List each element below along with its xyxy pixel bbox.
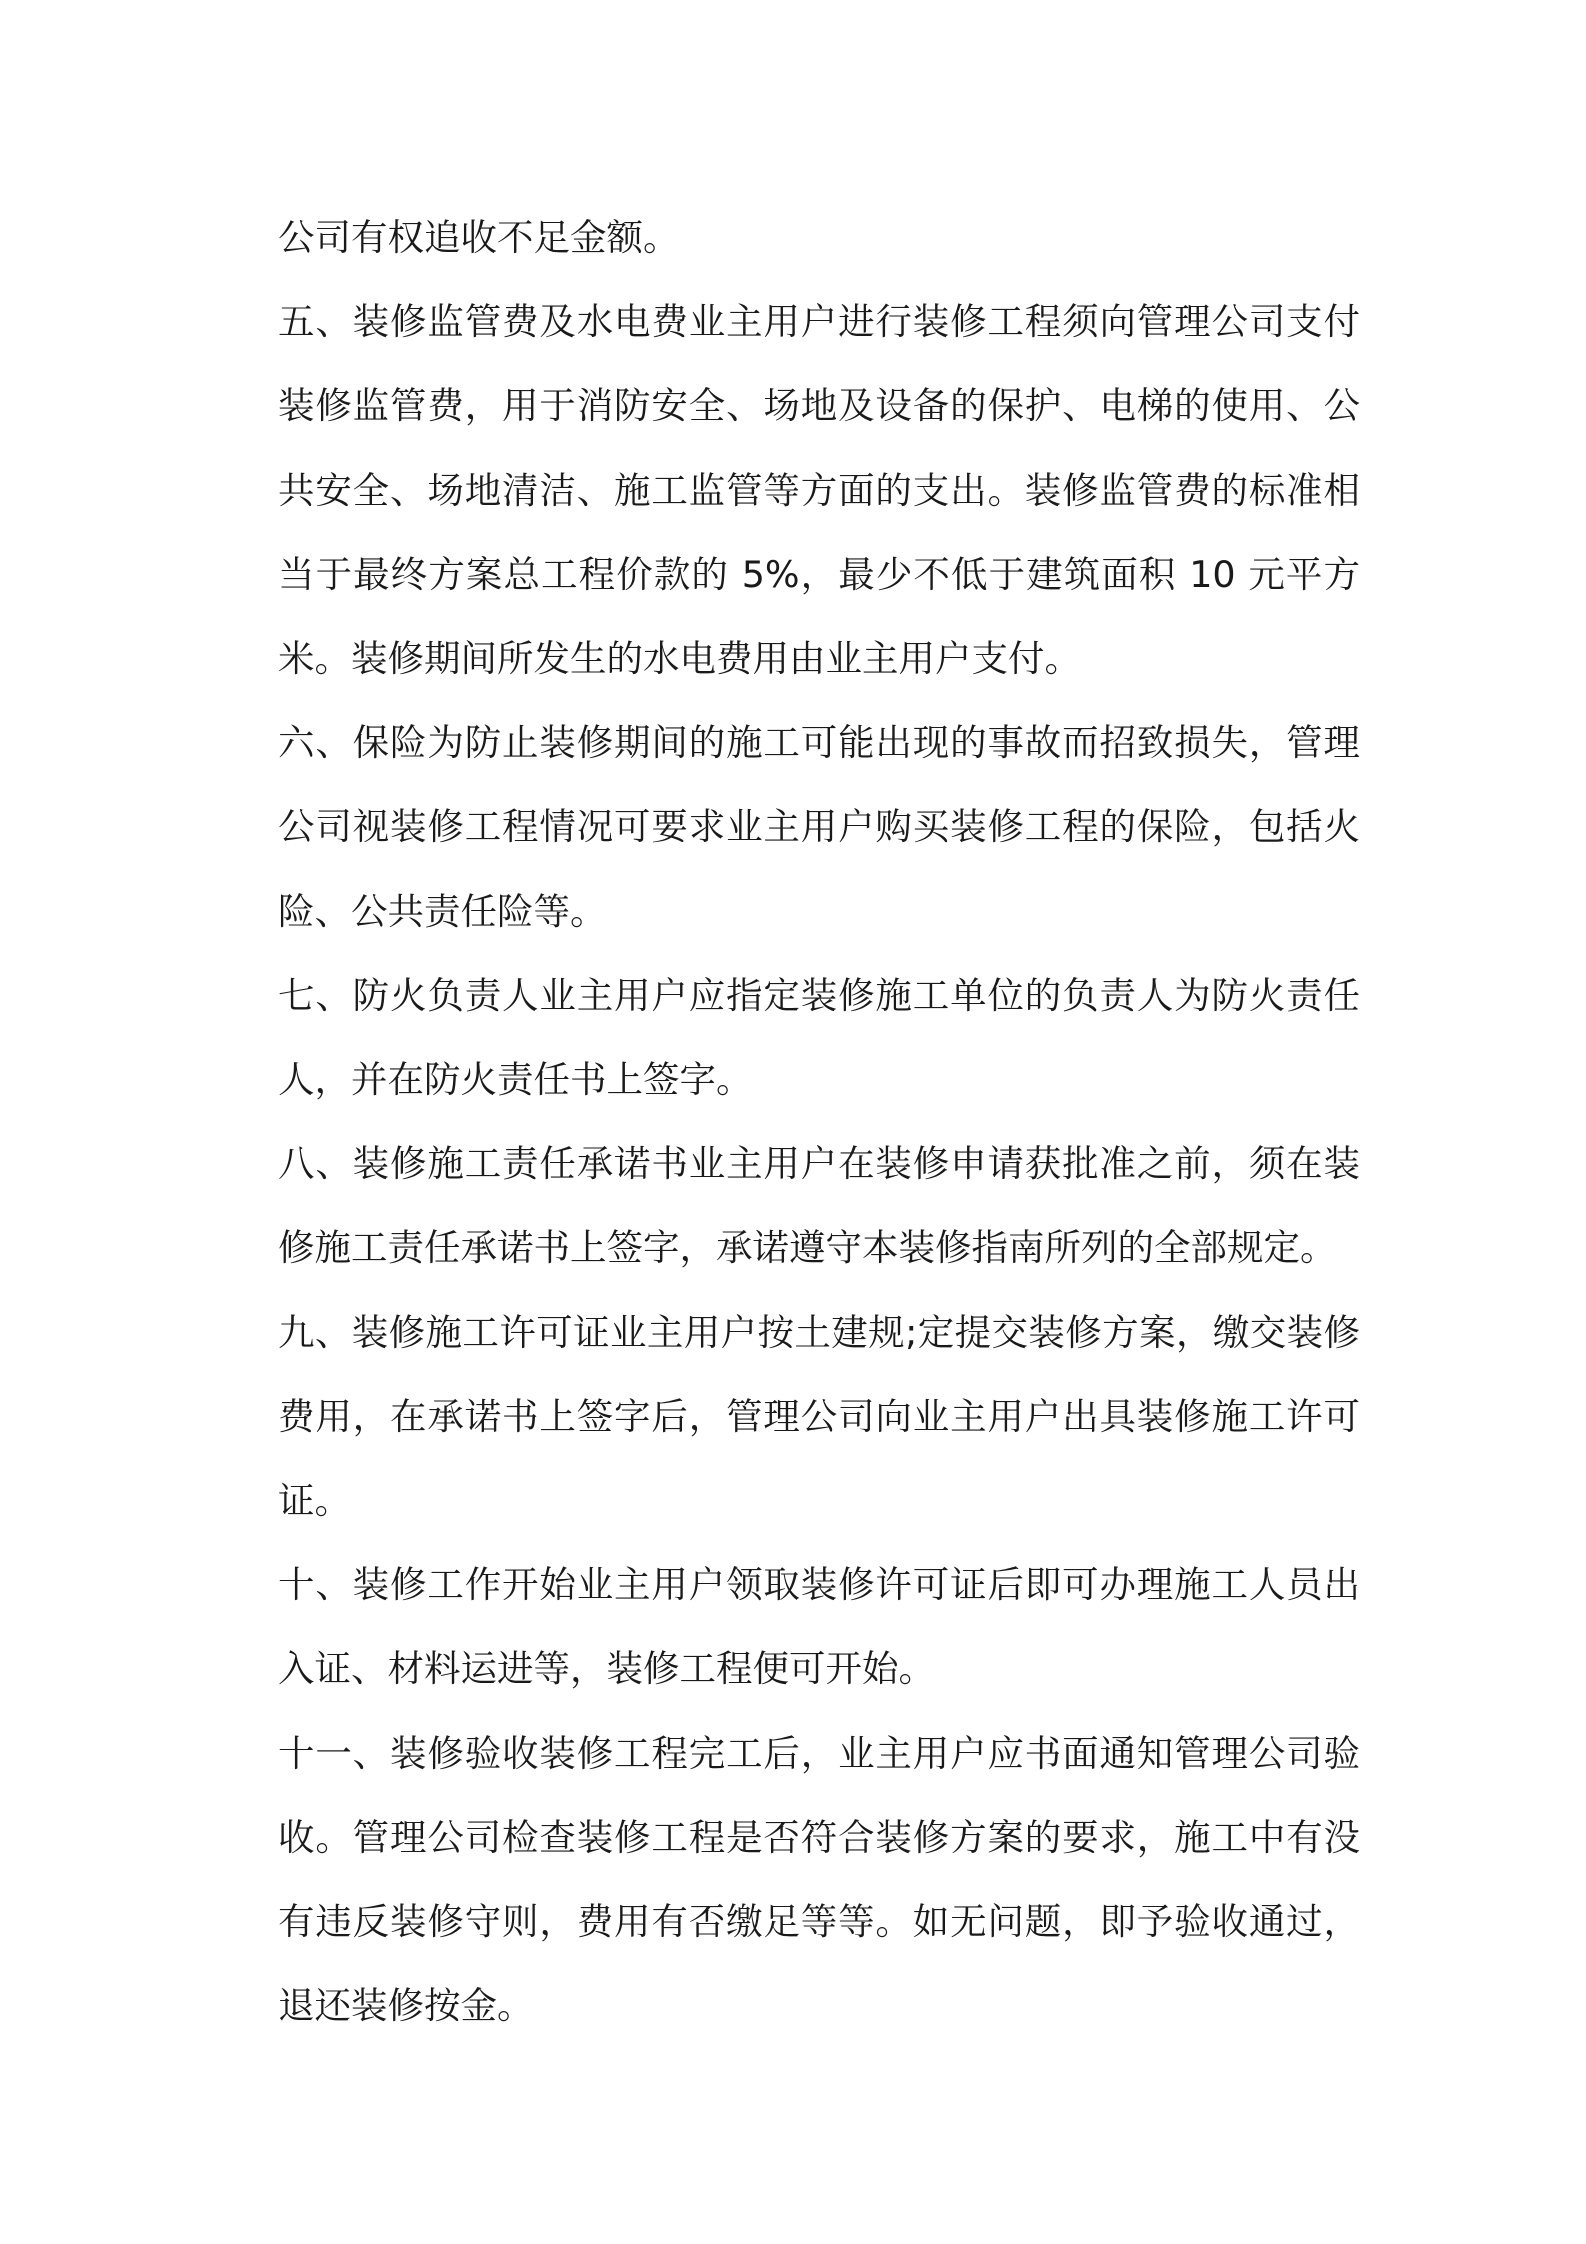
document-body: [278, 196, 1360, 2048]
paragraph-section-9-construction-permit: 九、装修施工许可证业主用户按土建规;定提交装修方案，缴交装修费用，在承诺书上签字后，管理公司向业主用户出具装修施工许可证。: [278, 1310, 1360, 1523]
paragraph-continuation: 公司有权追收不足金额。: [278, 216, 680, 259]
paragraph-section-5-supervision-fee: 五、装修监管费及水电费业主用户进行装修工程须向管理公司支付装修监管费，用于消防安全、场地及设备的保护、电梯的使用、公共安全、场地清洁、施工监管等方面的支出。装修监管费的标准相当于最终方案总工程价款的 5%，最少不低于建筑面积 10 元平方米。装修期间所发生的水电费用由业主用户支付。: [278, 300, 1360, 681]
paragraph-section-11-acceptance: 十一、装修验收装修工程完工后，业主用户应书面通知管理公司验收。管理公司检查装修工程是否符合装修方案的要求，施工中有没有违反装修守则，费用有否缴足等等。如无问题，即予验收通过，退还装修按金。: [278, 1731, 1360, 2028]
paragraph-section-10-work-start: 十、装修工作开始业主用户领取装修许可证后即可办理施工人员出入证、材料运进等，装修工程便可开始。: [278, 1563, 1360, 1691]
paragraph-section-8-responsibility-pledge: 八、装修施工责任承诺书业主用户在装修申请获批准之前，须在装修施工责任承诺书上签字，承诺遵守本装修指南所列的全部规定。: [278, 1142, 1360, 1270]
paragraph-section-6-insurance: 六、保险为防止装修期间的施工可能出现的事故而招致损失，管理公司视装修工程情况可要求业主用户购买装修工程的保险，包括火险、公共责任险等。: [278, 721, 1360, 933]
paragraph-section-7-fire-safety-officer: 七、防火负责人业主用户应指定装修施工单位的负责人为防火责任人，并在防火责任书上签字。: [278, 973, 1360, 1102]
